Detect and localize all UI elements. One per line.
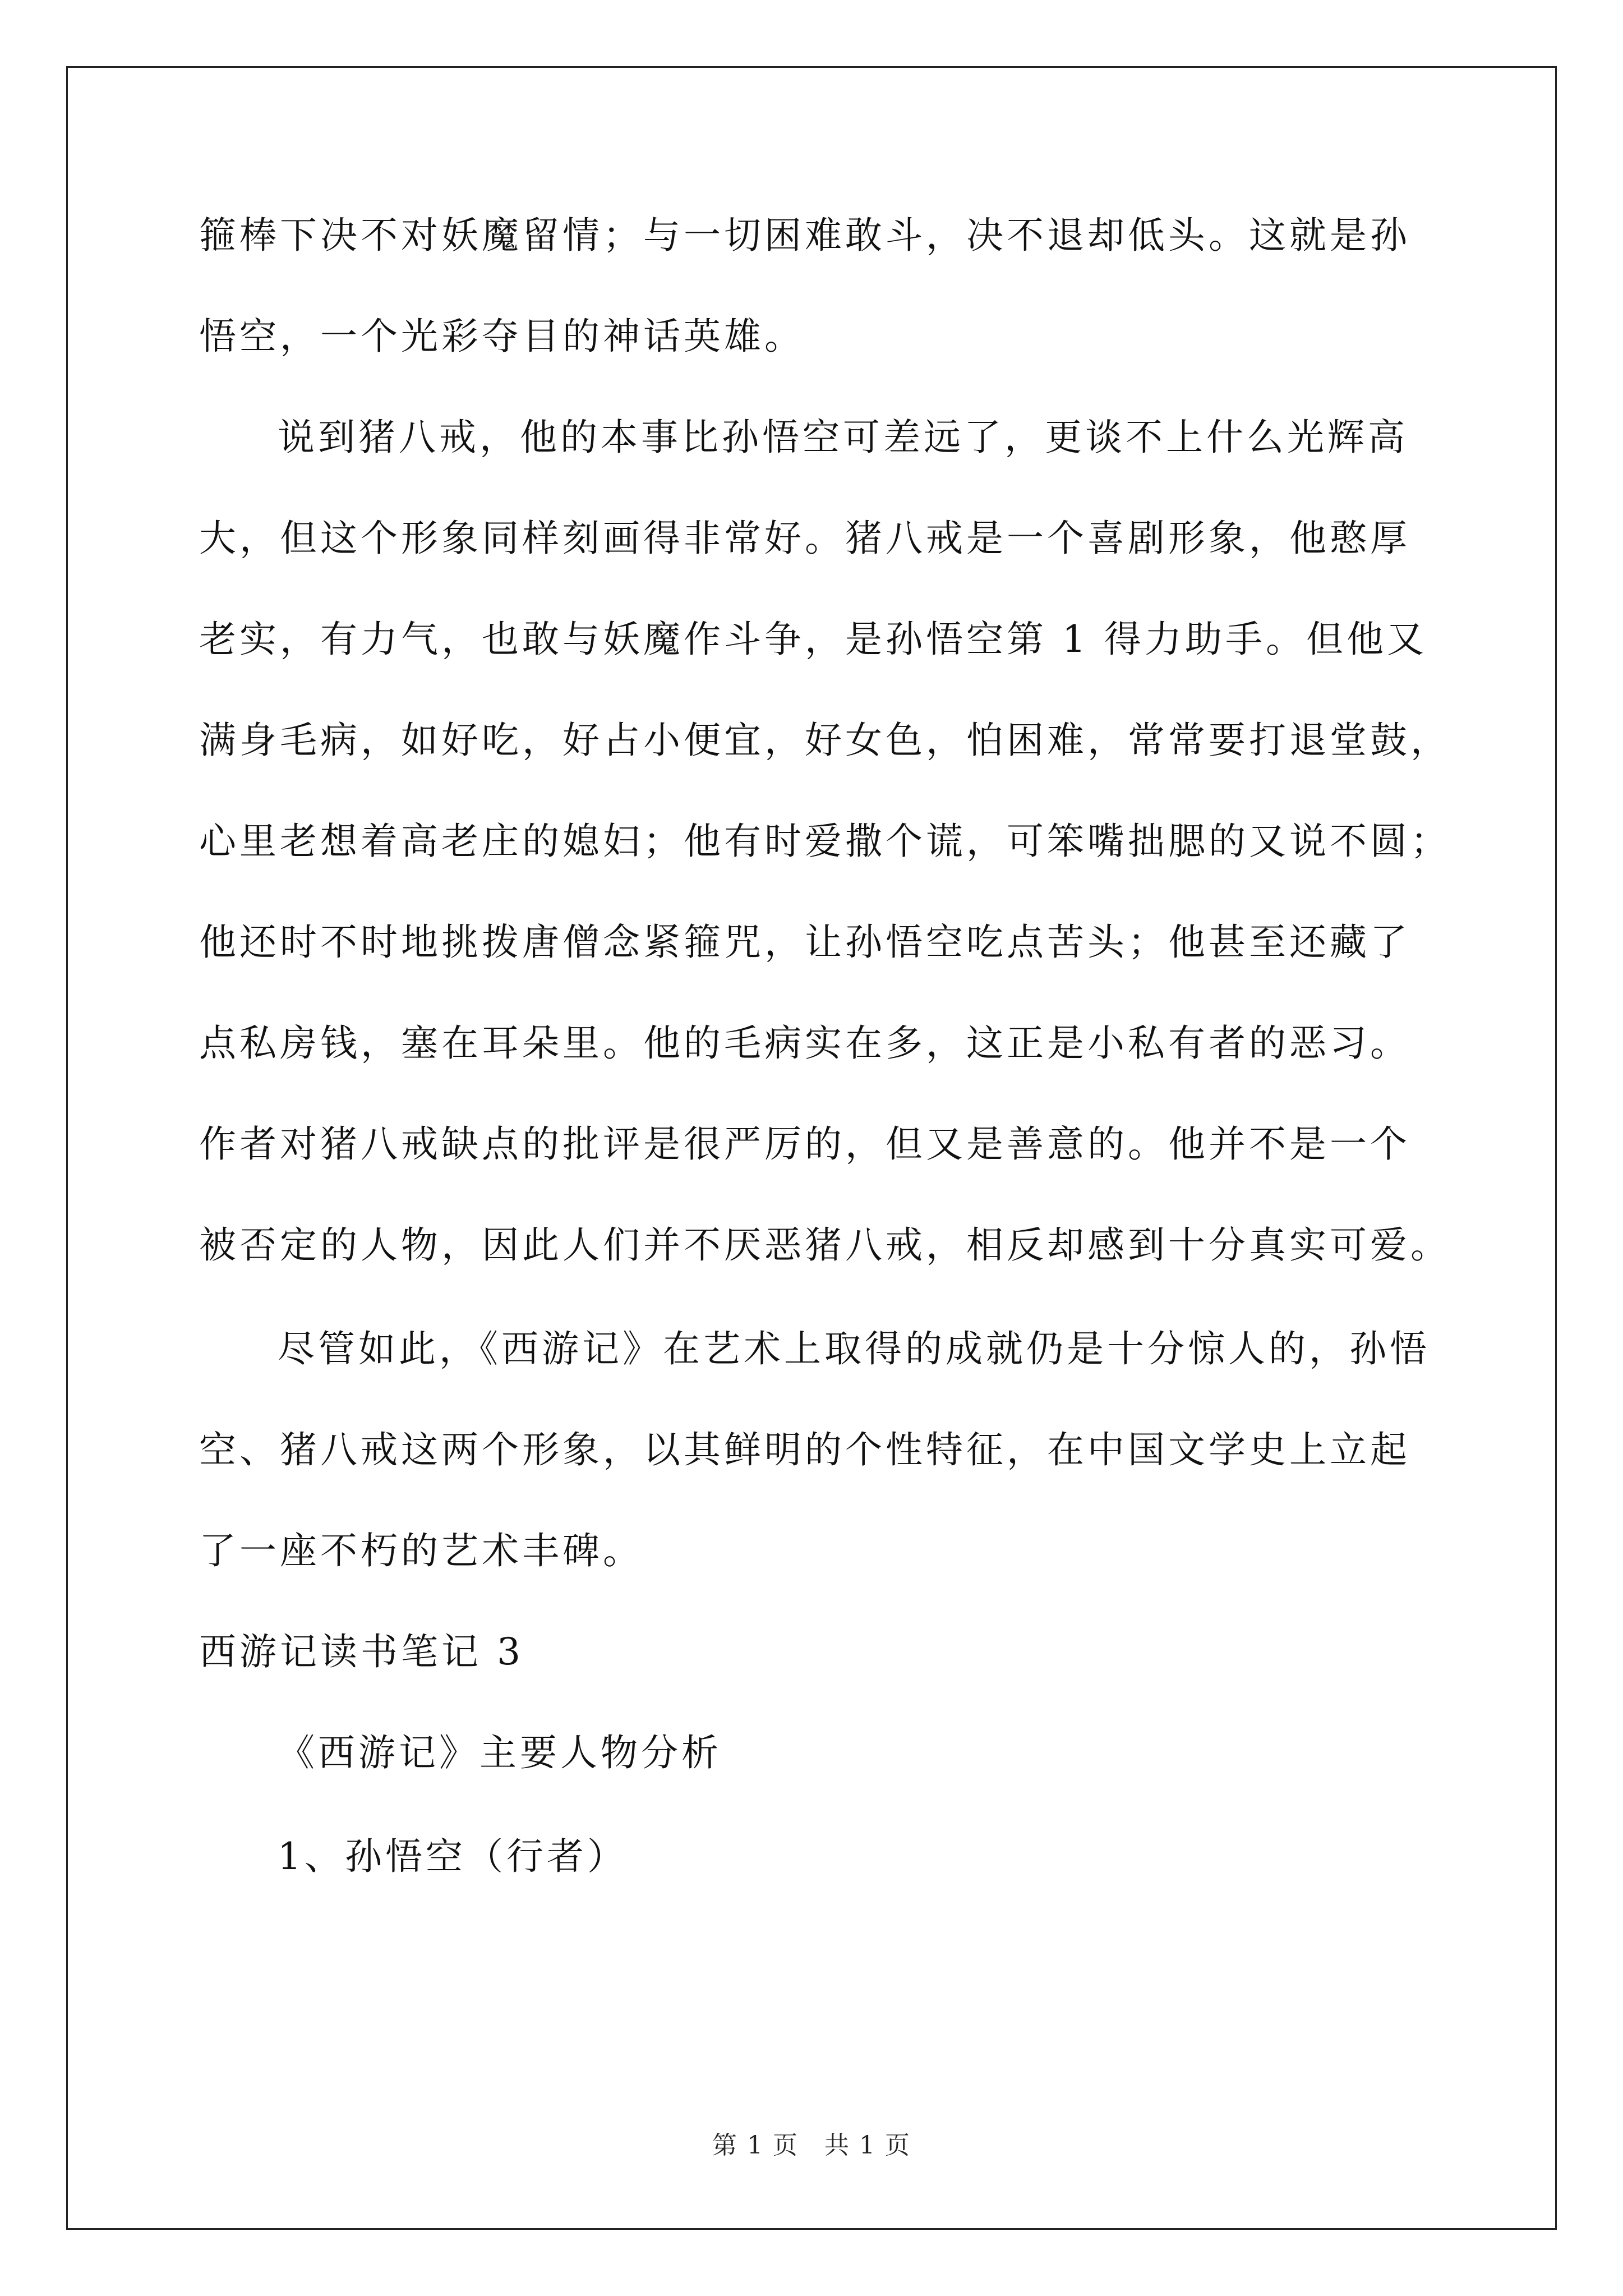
- text-line: 被否定的人物，因此人们并不厌恶猪八戒，相反却感到十分真实可爱。: [199, 1223, 1451, 1267]
- text-line: 作者对猪八戒缺点的批评是很严厉的，但又是善意的。他并不是一个: [199, 1122, 1410, 1166]
- text-line: 悟空，一个光彩夺目的神话英雄。: [199, 315, 805, 358]
- text-line: 说到猪八戒，他的本事比孙悟空可差远了，更谈不上什么光辉高: [278, 416, 1408, 459]
- subsection-heading: 《西游记》主要人物分析: [278, 1731, 722, 1774]
- page-footer: 第 1 页 共 1 页: [712, 2131, 911, 2160]
- text-line: 点私房钱，塞在耳朵里。他的毛病实在多，这正是小私有者的恶习。: [199, 1022, 1410, 1065]
- text-line: 老实，有力气，也敢与妖魔作斗争，是孙悟空第 1 得力助手。但他又: [199, 618, 1427, 661]
- text-line: 大，但这个形象同样刻画得非常好。猪八戒是一个喜剧形象，他憨厚: [199, 517, 1410, 560]
- text-line: 心里老想着高老庄的媳妇；他有时爱撒个谎，可笨嘴拙腮的又说不圆；: [199, 820, 1451, 863]
- text-line: 箍棒下决不对妖魔留情；与一切困难敢斗，决不退却低头。这就是孙: [199, 214, 1410, 257]
- section-heading: 西游记读书笔记 3: [199, 1630, 524, 1673]
- text-line: 他还时不时地挑拨唐僧念紧箍咒，让孙悟空吃点苦头；他甚至还藏了: [199, 921, 1410, 964]
- text-line: 了一座不朽的艺术丰碑。: [199, 1529, 643, 1572]
- text-line: 尽管如此，《西游记》在艺术上取得的成就仍是十分惊人的，孙悟: [278, 1327, 1430, 1370]
- list-item: 1、孙悟空（行者）: [278, 1835, 628, 1878]
- text-line: 空、猪八戒这两个形象，以其鲜明的个性特征，在中国文学史上立起: [199, 1428, 1410, 1471]
- text-line: 满身毛病，如好吃，好占小便宜，好女色，怕困难，常常要打退堂鼓，: [199, 719, 1451, 762]
